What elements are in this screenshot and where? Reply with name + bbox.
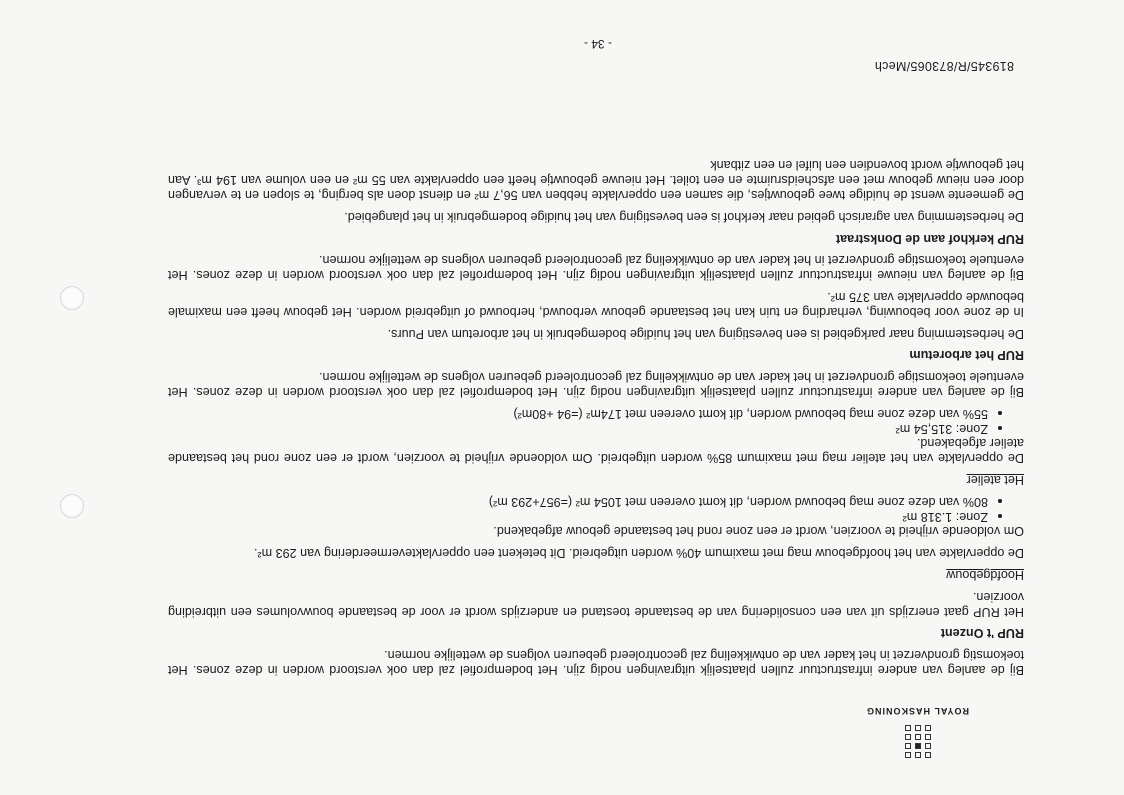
section-heading: RUP 't Onzent [940, 626, 1024, 641]
paragraph: In de zone voor bebouwing, verharding en tuin kan het bestaande gebouw verbouwd, herbouwd of uitgebreid worden. Het gebouw heeft een maximale bebouwde oppervlakte van 375 m². [168, 290, 1024, 319]
paragraph: Het RUP gaat enerzijds uit van een consolidering van de bestaande toestand en anderzijds wordt er voor de bestaande bouwvolumes een uitbreiding voorzien. [168, 589, 1024, 619]
section-heading: RUP het arboretum [909, 348, 1024, 363]
page-number: - 34 - [583, 37, 612, 51]
list-item: • Zone: 315,54 m² [168, 421, 988, 436]
list-item: • Zone: 1.318 m² [168, 509, 988, 524]
paragraph: Bij de aanleg van andere infrastructuur zullen plaatselijk uitgravingen nodig zijn. Het bodemprofiel zal dan ook verstoord worden in deze zones. Het eventuele toekomstige grondverzet in het kader van de ontwikkeling zal gecontroleerd gebeuren volgens de wettelijke normen. [168, 370, 1024, 400]
document-reference: 819345/R/873065/Mech [874, 59, 1014, 73]
paragraph: De herbestemming naar parkgebied is een bevestiging van het huidige bodemgebruik in het arboretum van Puurs. [387, 326, 1024, 341]
list-item: • 80% van deze zone mag bebouwd worden, dit komt overeen met 1054 m² (=957+293 m²) [168, 494, 988, 509]
punch-hole [60, 494, 84, 518]
paragraph: De herbestemming van agrarisch gebied naar kerkhof is een bevestiging van het huidige bodemgebruik in het plangebied. [344, 209, 1024, 224]
logo-mark-icon [904, 725, 931, 758]
logo-brand-text: ROYAL HASKONING [865, 706, 969, 716]
paragraph: De gemeente wenst de huidige twee gebouwtjes, die samen een oppervlakte hebben van 56,7 m² en dienst doen als berging, te slopen en te vervangen door een nieuw gebouw met een afscheidsruimte en een toilet. Het nieuwe gebouwtje heeft een oppervlakte van 55 m² en een volume van 194 m³. Aan het gebouwtje wordt bovendien een luifel en een zitbank [168, 158, 1024, 203]
company-logo [849, 698, 969, 758]
paragraph: Bij de aanleg van nieuwe infrastructuur zullen plaatselijk uitgravingen nodig zijn. Het bodemprofiel zal dan ook verstoord worden in deze zones. Het eventuele toekomstige grondverzet in het kader van de ontwikkeling zal gecontroleerd gebeuren volgens de wettelijke normen. [168, 253, 1024, 283]
bullet-list [168, 494, 1024, 524]
paragraph: De oppervlakte van het hoofdgebouw mag met maximum 40% worden uitgebreid. Dit betekent een oppervlaktevermeerdering van 293 m². [253, 546, 1024, 561]
document-body [168, 151, 1024, 677]
paragraph: Om voldoende vrijheid te voorzien, wordt er een zone rond het bestaande gebouw afgebakend. [493, 524, 1024, 539]
section-heading: RUP kerkhof aan de Donkstraat [835, 231, 1024, 246]
list-item: • 55% van deze zone mag bebouwd worden, dit komt overeen met 174m² (=94 +80m²) [168, 406, 988, 421]
paragraph: De oppervlakte van het atelier mag met maximum 85% worden uitgebreid. Om voldoende vrijheid te voorzien, wordt er een zone rond het bestaande atelier afgebakend. [168, 436, 1024, 466]
bullet-list [168, 406, 1024, 436]
punch-hole [60, 286, 84, 310]
paragraph: Bij de aanleg van andere infrastructuur zullen plaatselijk uitgravingen nodig zijn. Het bodemprofiel zal dan ook verstoord worden in deze zones. Het toekomstig grondverzet in het kader van de ontwikkeling zal gecontroleerd gebeuren volgens de wettelijke normen. [168, 648, 1024, 677]
subheading: Het atelier [966, 473, 1024, 488]
subheading: Hoofdgebouw [946, 568, 1024, 583]
